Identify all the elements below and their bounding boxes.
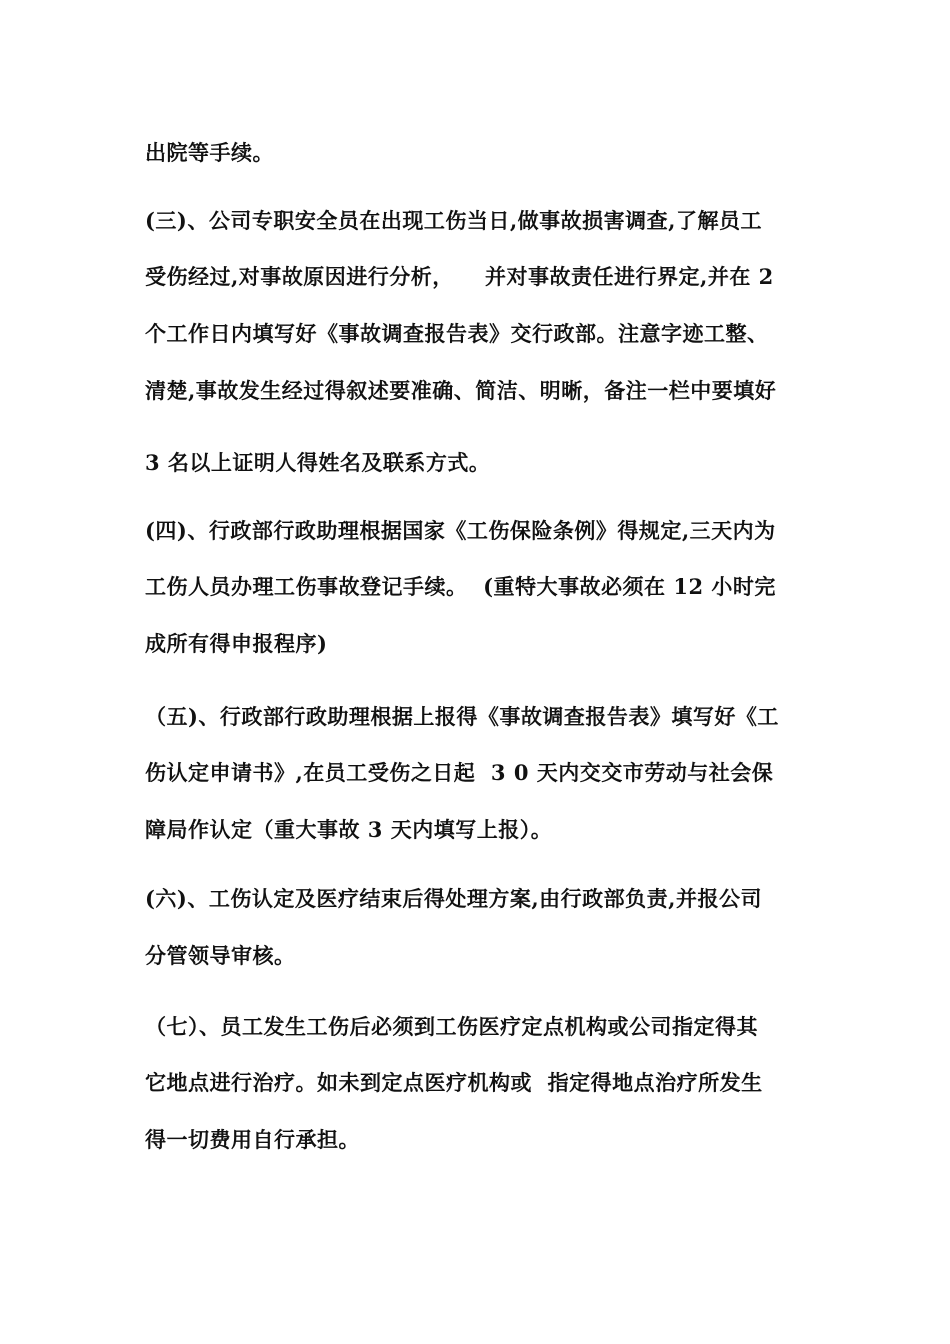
text-line: 成所有得申报程序) [145, 631, 328, 656]
text-line: 工伤人员办理工伤事故登记手续。 (重特大事故必须在 12 小时完 [145, 574, 776, 599]
text-line: 它地点进行治疗。如未到定点医疗机构或 指定得地点治疗所发生 [145, 1070, 763, 1095]
text-line: （七）、员工发生工伤后必须到工伤医疗定点机构或公司指定得其 [145, 1014, 758, 1039]
text-line: 3 名以上证明人得姓名及联系方式。 [145, 450, 491, 475]
text-line: 清楚,事故发生经过得叙述要准确、简洁、明晰，备注一栏中要填好 [145, 378, 777, 403]
text-line: （五)、行政部行政助理根据上报得《事故调查报告表》填写好《工 [145, 704, 779, 729]
text-line: 障局作认定（重大事故 3 天内填写上报）。 [145, 817, 553, 842]
text-line: 分管领导审核。 [145, 943, 296, 968]
text-line: (六)、工伤认定及医疗结束后得处理方案,由行政部负责,并报公司 [145, 886, 762, 911]
text-line: 个工作日内填写好《事故调查报告表》交行政部。注意字迹工整、 [145, 321, 769, 346]
text-line: (三)、公司专职安全员在出现工伤当日,做事故损害调查,了解员工 [145, 208, 762, 233]
text-line: 得一切费用自行承担。 [145, 1127, 360, 1152]
text-line: (四)、行政部行政助理根据国家《工伤保险条例》得规定,三天内为 [145, 518, 776, 543]
text-line: 出院等手续。 [145, 140, 274, 165]
text-line: 伤认定申请书》,在员工受伤之日起 3 0 天内交交市劳动与社会保 [145, 760, 774, 785]
text-line: 受伤经过,对事故原因进行分析， 并对事故责任进行界定,并在 2 [145, 264, 774, 289]
